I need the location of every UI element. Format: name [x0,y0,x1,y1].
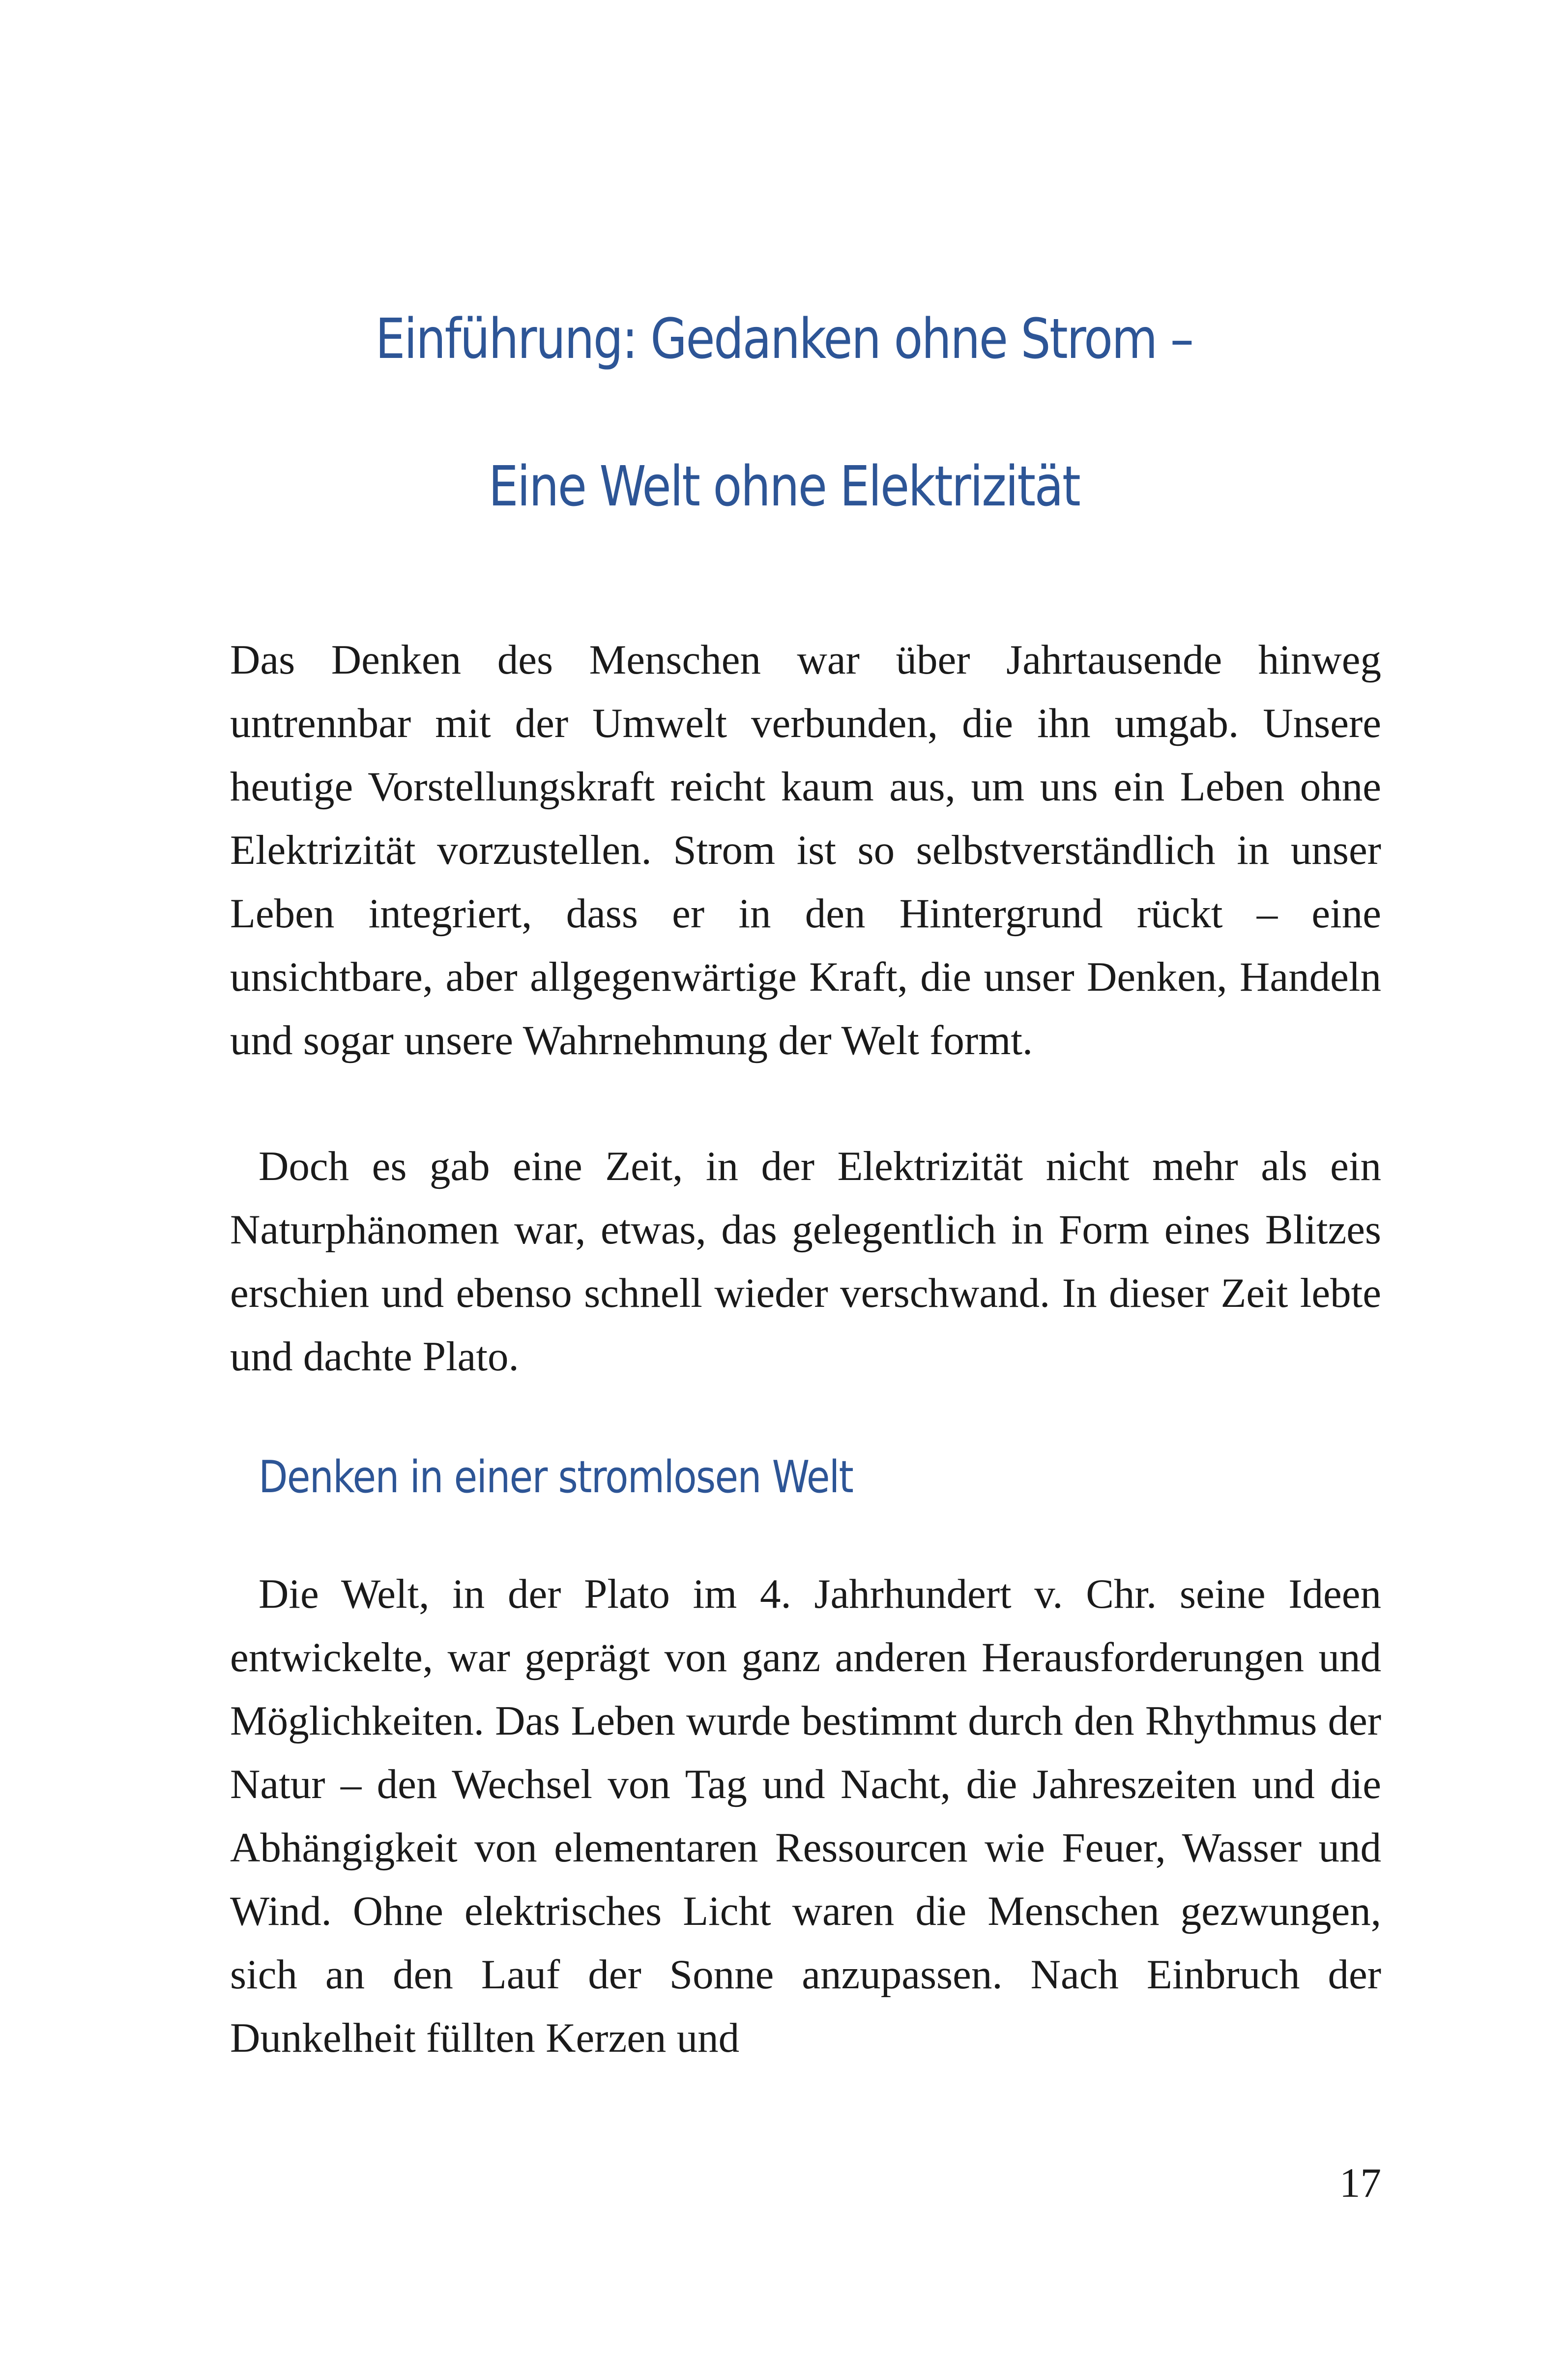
section-paragraph: Die Welt, in der Plato im 4. Jahrhundert v. Chr. seine Ideen entwickelte, war geprägt von ganz anderen Herausforderungen und Möglichkeiten. Das Leben wurde bestimmt durch den Rhythmus der Natur – den Wechsel von Tag und Nacht, die Jahreszeiten und die Abhängigkeit von elementaren Ressourcen wie Feuer, Wasser und Wind. Ohne elektrisches Licht waren die Menschen gezwungen, sich an den Lauf der Sonne anzupassen. Nach Einbruch der Dunkelheit füllten Kerzen und [230,1571,1381,2061]
intro-paragraph-1: Das Denken des Menschen war über Jahrtausende hinweg untrennbar mit der Umwelt verbunden, die ihn umgab. Unsere heutige Vorstellungskraft reicht kaum aus, um uns ein Leben ohne Elektrizität vorzustellen. Strom ist so selbstverständlich in unser Leben integriert, dass er in den Hintergrund rückt – eine unsichtbare, aber allgegenwärtige Kraft, die unser Denken, Handeln und sogar unsere Wahrnehmung der Welt formt. [230,637,1381,1063]
page-number: 17 [1339,2160,1381,2206]
chapter-title-line-2: Eine Welt ohne Elektrizität [488,455,1080,519]
intro-paragraph-2: Doch es gab eine Zeit, in der Elektrizität nicht mehr als ein Naturphänomen war, etwas, das gelegentlich in Form eines Blitzes erschien und ebenso schnell wieder verschwand. In dieser Zeit lebte und dachte Plato. [230,1143,1381,1380]
section-heading: Denken in einer stromlosen Welt [259,1451,853,1503]
chapter-title [110,266,1458,560]
chapter-title-line-1: Einführung: Gedanken ohne Strom – [375,307,1193,371]
